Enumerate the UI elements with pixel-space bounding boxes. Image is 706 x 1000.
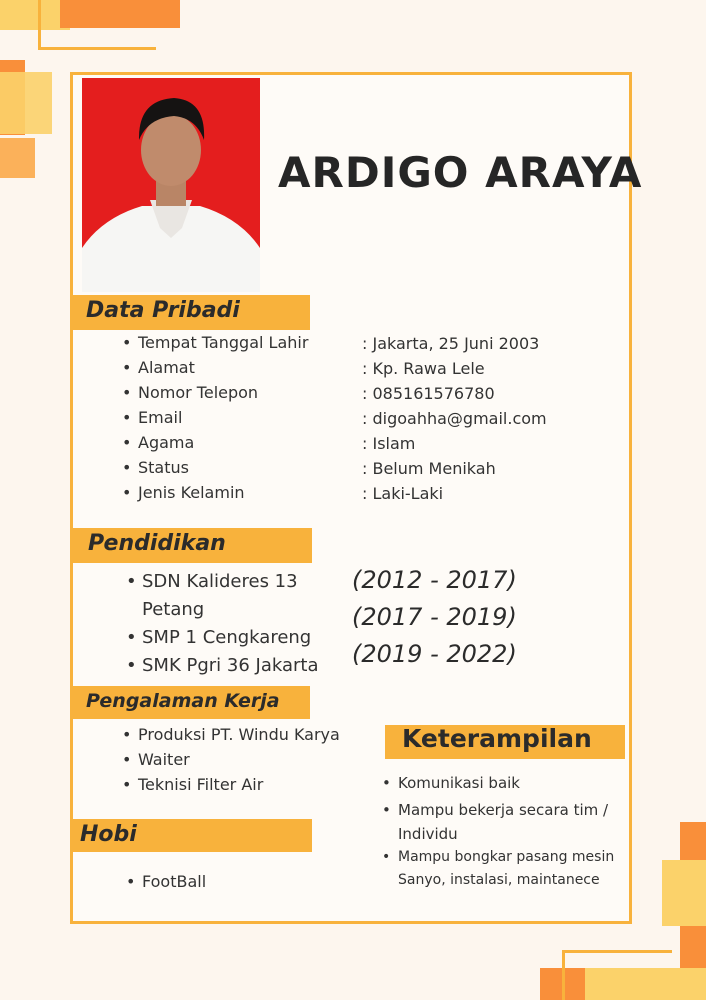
section-title-data-pribadi: Data Pribadi [86, 298, 240, 323]
education-years-list [352, 566, 517, 677]
list-item: • Agama [122, 433, 308, 458]
list-item: • Nomor Telepon [122, 383, 308, 408]
list-item: • Alamat [122, 358, 308, 383]
list-item: • Status [122, 458, 308, 483]
list-item: • Produksi PT. Windu Karya [122, 725, 340, 750]
resume-name: ARDIGO ARAYA [278, 148, 643, 197]
education-year: (2012 - 2017) [352, 566, 517, 594]
hobbies-list [126, 872, 206, 891]
education-schools-list [126, 568, 318, 680]
list-item: • Tempat Tanggal Lahir [122, 333, 308, 358]
personal-value: : 085161576780 [362, 384, 495, 403]
section-title-pendidikan: Pendidikan [88, 531, 226, 556]
profile-photo [82, 78, 260, 292]
personal-value: : Belum Menikah [362, 459, 496, 478]
list-item: • Mampu bongkar pasang mesin Sanyo, instalasi, maintanece [382, 846, 638, 892]
section-title-hobi: Hobi [80, 822, 137, 847]
list-item: • Jenis Kelamin [122, 483, 308, 508]
education-year: (2019 - 2022) [352, 640, 517, 668]
experience-list [122, 725, 340, 800]
personal-value: : digoahha@gmail.com [362, 409, 547, 428]
list-item: • SMK Pgri 36 Jakarta [126, 652, 318, 680]
list-item: • Waiter [122, 750, 340, 775]
personal-value: : Islam [362, 434, 416, 453]
skills-list [382, 773, 638, 892]
personal-values-list [362, 334, 547, 509]
personal-value: : Kp. Rawa Lele [362, 359, 485, 378]
list-item: • Mampu bekerja secara tim / Individu [382, 798, 638, 846]
list-item: • Komunikasi baik [382, 773, 638, 798]
personal-labels-list [122, 333, 308, 508]
section-title-keterampilan: Keterampilan [402, 724, 592, 753]
education-year: (2017 - 2019) [352, 603, 517, 631]
list-item: • SMP 1 Cengkareng [126, 624, 318, 652]
list-item: • FootBall [126, 872, 206, 891]
personal-value: : Laki-Laki [362, 484, 444, 503]
list-item: • SDN Kalideres 13 Petang [126, 568, 312, 624]
personal-value: : Jakarta, 25 Juni 2003 [362, 334, 540, 353]
section-title-pengalaman: Pengalaman Kerja [86, 690, 280, 712]
list-item: • Email [122, 408, 308, 433]
list-item: • Teknisi Filter Air [122, 775, 340, 800]
